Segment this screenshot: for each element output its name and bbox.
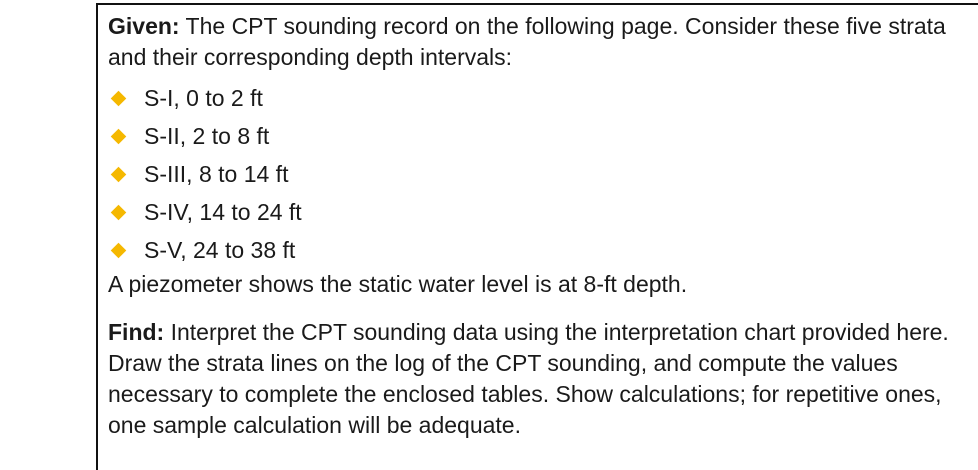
water-level-note: A piezometer shows the static water level is at 8-ft depth. (108, 271, 688, 297)
diamond-icon (111, 242, 127, 258)
strata-item (108, 117, 958, 155)
diamond-icon (111, 128, 127, 144)
strata-label: S-IV, 14 to 24 ft (144, 198, 302, 225)
strata-item (108, 193, 958, 231)
diamond-icon (111, 90, 127, 106)
strata-label: S-V, 24 to 38 ft (144, 236, 296, 263)
given-text: The CPT sounding record on the following page. Consider these five strata and their corresponding depth intervals: (108, 13, 946, 70)
strata-item (108, 155, 958, 193)
given-label: Given: (108, 13, 180, 39)
strata-label: S-I, 0 to 2 ft (144, 84, 263, 111)
strata-item (108, 79, 958, 117)
diamond-icon (111, 166, 127, 182)
find-text: Interpret the CPT sounding data using the interpretation chart provided here. Draw the strata lines on the log of the CPT sounding, and compute the values necessary to complete the enclosed tables. Show calculations; for repetitive ones, one sample calculation will be adequate. (108, 319, 949, 438)
given-paragraph (108, 11, 958, 73)
find-label: Find: (108, 319, 165, 345)
find-paragraph (108, 317, 958, 441)
diamond-icon (111, 204, 127, 220)
strata-list (108, 79, 958, 269)
problem-statement (108, 11, 958, 441)
strata-label: S-II, 2 to 8 ft (144, 122, 270, 149)
strata-label: S-III, 8 to 14 ft (144, 160, 289, 187)
strata-item (108, 231, 958, 269)
